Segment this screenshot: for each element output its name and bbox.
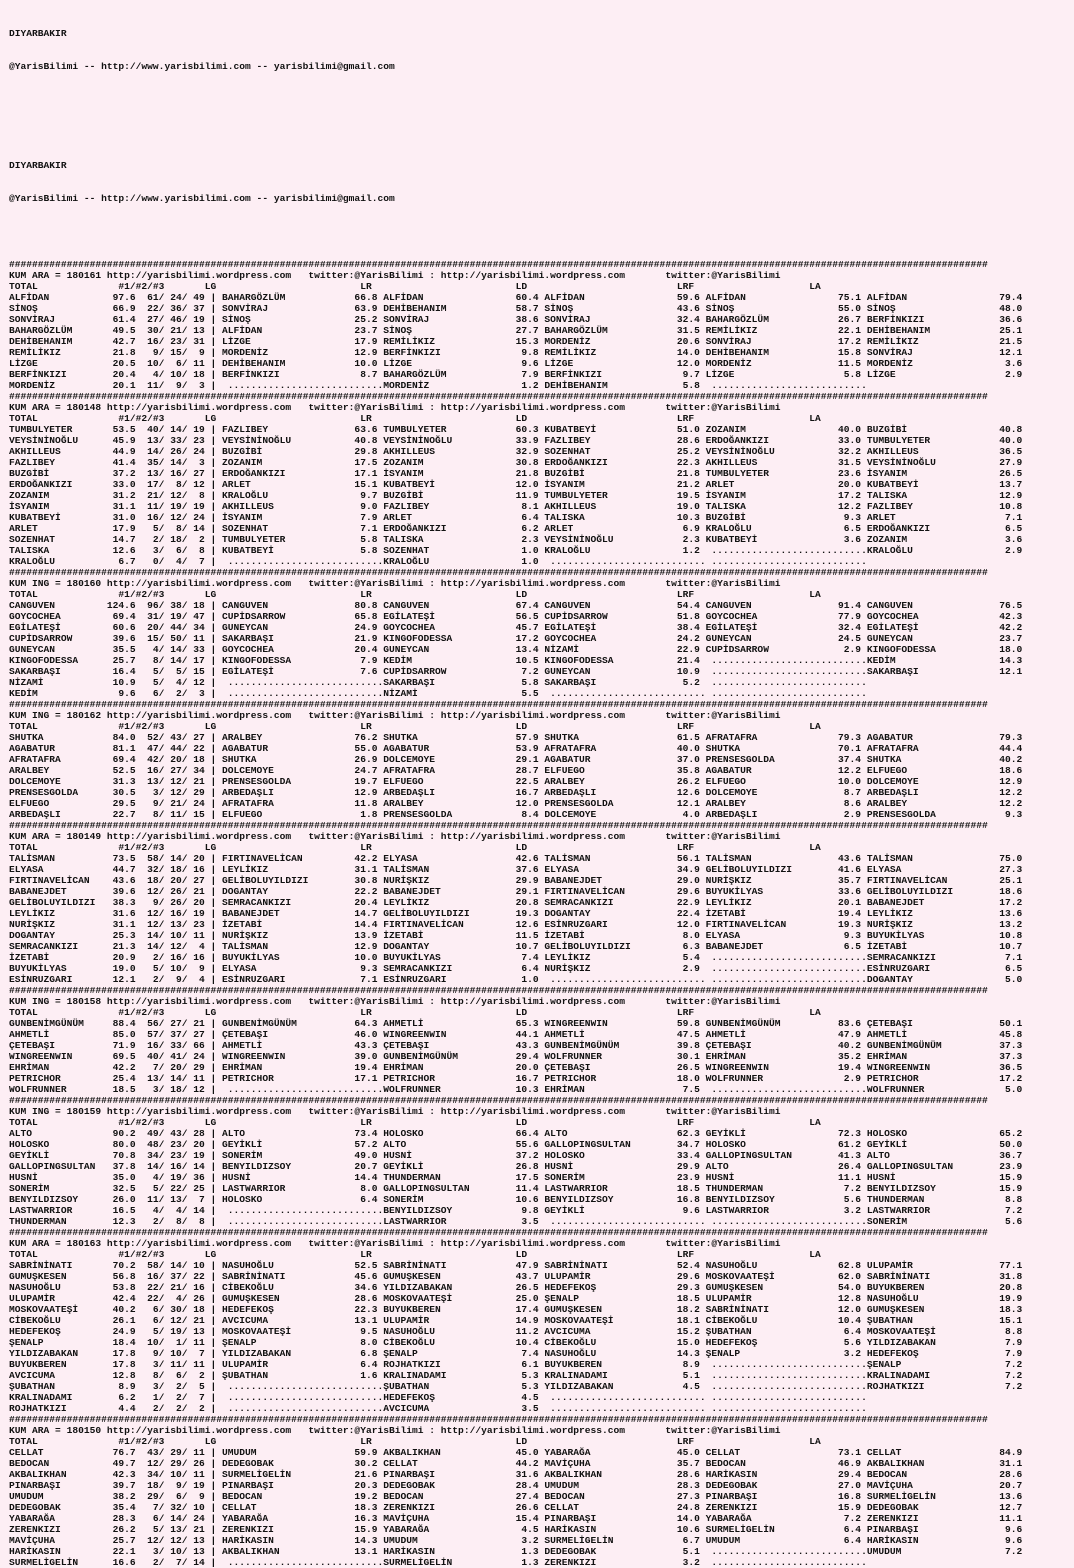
table-row: ÇETEBAŞI 71.9 16/ 33/ 66 | AHMETLİ 43.3 ÇETEBAŞI 43.3 GUNBENİMGÜNÜM 39.8 ÇETEBAŞI 40.2 GUNBENİMGÜNÜM 37.3 [9, 1040, 1023, 1051]
table-row: TALISKA 12.6 3/ 6/ 8 | KUBATBEYİ 5.8 SOZENHAT 1.0 KRALOĞLU 1.2 ...........................KRALOĞLU 2.9 [9, 545, 1023, 556]
column-header: TOTAL #1/#2/#3 LG LR LD LRF LA [9, 589, 821, 600]
column-header: TOTAL #1/#2/#3 LG LR LD LRF LA [9, 842, 821, 853]
table-row: GALLOPINGSULTAN 37.8 14/ 16/ 14 | BENYILDIZSOY 20.7 GEYİKLİ 26.8 HUSNİ 29.9 ALTO 26.4 GALLOPINGSULTAN 23.9 [9, 1161, 1023, 1172]
table-row: DOGANTAY 25.3 14/ 10/ 11 | NURİŞKIZ 13.9 İZETABİ 11.5 İZETABİ 8.0 ELYASA 9.3 BUYUKİLYAS 10.8 [9, 930, 1023, 941]
table-row: ELYASA 44.7 32/ 18/ 16 | LEYLİKIZ 31.1 TALİSMAN 37.6 ELYASA 34.9 GELİBOLUYILDIZI 41.6 ELYASA 27.3 [9, 864, 1023, 875]
table-row: EHRİMAN 42.2 7/ 20/ 29 | EHRİMAN 19.4 EHRİMAN 20.0 ÇETEBAŞI 26.5 WINGREENWIN 19.4 WINGREENWIN 36.5 [9, 1062, 1023, 1073]
table-row: GELİBOLUYILDIZI 38.3 9/ 26/ 20 | SEMRACANKIZI 20.4 LEYLİKIZ 20.8 SEMRACANKIZI 22.9 LEYLİKIZ 20.1 BABANEJDET 17.2 [9, 897, 1023, 908]
table-row: BUYUKBEREN 17.8 3/ 11/ 11 | ULUPAMİR 6.4 ROJHATKIZI 6.1 BUYUKBEREN 8.9 ...........................ŞENALP 7.2 [9, 1359, 1023, 1370]
column-header: TOTAL #1/#2/#3 LG LR LD LRF LA [9, 413, 821, 424]
table-row: ARBEDAŞLI 22.7 8/ 11/ 15 | ELFUEGO 1.8 PRENSESGOLDA 8.4 DOLCEMOYE 4.0 ARBEDAŞLI 2.9 PRENSESGOLDA 9.3 [9, 809, 1023, 820]
separator-line: ########################################################################################################################################################################## [9, 391, 988, 402]
table-row: ELFUEGO 29.5 9/ 21/ 24 | AFRATAFRA 11.8 ARALBEY 12.0 PRENSESGOLDA 12.1 ARALBEY 8.6 ARALBEY 12.2 [9, 798, 1023, 809]
separator-line: ########################################################################################################################################################################## [9, 699, 988, 710]
table-row: ZERENKIZI 26.2 5/ 13/ 21 | ZERENKIZI 15.9 YABARAĞA 4.5 HARİKASIN 10.6 SURMELİGELİN 6.4 PINARBAŞI 9.6 [9, 1524, 1023, 1535]
column-header: TOTAL #1/#2/#3 LG LR LD LRF LA [9, 1007, 821, 1018]
table-row: ALFİDAN 97.6 61/ 24/ 49 | BAHARGÖZLÜM 66.8 ALFİDAN 60.4 ALFİDAN 59.6 ALFİDAN 75.1 ALFİDAN 79.4 [9, 292, 1023, 303]
table-row: GUMUŞKESEN 56.8 16/ 37/ 22 | SABRİNİNATI 45.6 GUMUŞKESEN 43.7 ULUPAMİR 29.6 MOSKOVAATEŞİ 62.0 SABRİNİNATI 31.8 [9, 1271, 1023, 1282]
table-row: WOLFRUNNER 18.5 3/ 18/ 12 | ...........................WOLFRUNNER 10.3 EHRİMAN 7.5 ...........................WOLFRUNNER 5.0 [9, 1084, 1023, 1095]
table-row: AVCICUMA 12.8 8/ 6/ 2 | ŞUBATHAN 1.6 KRALINADAMI 5.3 KRALINADAMI 5.1 ...........................KRALINADAMI 7.2 [9, 1370, 1023, 1381]
table-row: UMUDUM 38.2 29/ 6/ 9 | BEDOCAN 19.2 BEDOCAN 27.4 BEDOCAN 27.3 PINARBAŞI 16.8 SURMELİGELİN 13.6 [9, 1491, 1023, 1502]
table-row: SAKARBAŞI 16.4 5/ 5/ 15 | EGİLATEŞİ 7.6 CUPİDSARROW 7.2 GUNEYCAN 10.9 ...........................SAKARBAŞI 12.1 [9, 666, 1023, 677]
race-header: KUM ARA = 180161 http://yarisbilimi.wordpress.com twitter:@YarisBilimi : http://yarisbilimi.wordpress.com twitter:@YarisBilimi [9, 270, 781, 281]
table-row: DEHİBEHANIM 42.7 16/ 23/ 31 | LİZGE 17.9 REMİLİKIZ 15.3 MORDENİZ 20.6 SONVİRAJ 17.2 REMİLİKIZ 21.5 [9, 336, 1023, 347]
header-title-repeat: DIYARBAKIR [9, 160, 67, 171]
table-row: GOYCOCHEA 69.4 31/ 19/ 47 | CUPİDSARROW 65.8 EGİLATEŞİ 56.5 CUPİDSARROW 51.8 GOYCOCHEA 77.9 GOYCOCHEA 42.3 [9, 611, 1023, 622]
table-row: KUBATBEYİ 31.0 16/ 12/ 24 | İSYANIM 7.9 ARLET 6.4 TALISKA 10.3 BUZGİBİ 9.3 ARLET 7.1 [9, 512, 1023, 523]
table-row: VEYSİNİNOĞLU 45.9 13/ 33/ 23 | VEYSİNİNOĞLU 40.8 VEYSİNİNOĞLU 33.9 FAZLIBEY 28.6 ERDOĞANKIZI 33.0 TUMBULYETER 40.0 [9, 435, 1023, 446]
table-row: LİZGE 20.5 10/ 6/ 11 | DEHİBEHANIM 10.0 LİZGE 9.6 LİZGE 12.0 MORDENİZ 11.5 MORDENİZ 3.6 [9, 358, 1023, 369]
table-row: HARİKASIN 22.1 3/ 10/ 13 | AKBALIKHAN 13.1 HARİKASIN 1.3 DEDEGOBAK 5.1 ...........................UMUDUM 7.2 [9, 1546, 1023, 1557]
table-row: BUZGİBİ 37.2 13/ 16/ 27 | ERDOĞANKIZI 17.1 İSYANIM 21.8 BUZGİBİ 21.8 TUMBULYETER 23.6 İSYANIM 26.5 [9, 468, 1023, 479]
table-row: BERFİNKIZI 20.4 4/ 10/ 18 | BERFİNKIZI 8.7 BAHARGÖZLÜM 7.9 BERFİNKIZI 9.7 LİZGE 5.8 LİZGE 2.9 [9, 369, 1023, 380]
table-row: CELLAT 76.7 43/ 29/ 11 | UMUDUM 59.9 AKBALIKHAN 45.0 YABARAĞA 45.0 CELLAT 73.1 CELLAT 84.9 [9, 1447, 1023, 1458]
separator-line: ########################################################################################################################################################################## [9, 985, 988, 996]
table-row: DOLCEMOYE 31.3 13/ 12/ 21 | PRENSESGOLDA 19.7 ELFUEGO 22.5 ARALBEY 26.2 ELFUEGO 10.0 DOLCEMOYE 12.9 [9, 776, 1023, 787]
race-header: KUM ING = 180158 http://yarisbilimi.wordpress.com twitter:@YarisBilimi : http://yarisbilimi.wordpress.com twitter:@YarisBilimi [9, 996, 781, 1007]
table-row: HEDEFEKOŞ 24.9 5/ 19/ 13 | MOSKOVAATEŞİ 9.5 NASUHOĞLU 11.2 AVCICUMA 15.2 ŞUBATHAN 6.4 MOSKOVAATEŞİ 8.8 [9, 1326, 1023, 1337]
table-row: KRALINADAMI 6.2 1/ 2/ 7 | ...........................HEDEFEKOŞ 4.5 ........................... ........................... [9, 1392, 867, 1403]
table-row: PINARBAŞI 39.7 18/ 9/ 19 | PINARBAŞI 20.3 DEDEGOBAK 28.4 UMUDUM 28.3 DEDEGOBAK 27.0 MAVİÇUHA 20.7 [9, 1480, 1023, 1491]
header-contact-repeat: @YarisBilimi -- http://www.yarisbilimi.com -- yarisbilimi@gmail.com [9, 193, 395, 204]
table-row: NASUHOĞLU 53.8 22/ 21/ 16 | CİBEKOĞLU 34.6 YILDIZABAKAN 26.5 HEDEFEKOŞ 29.3 GUMUŞKESEN 54.0 BUYUKBEREN 20.8 [9, 1282, 1023, 1293]
table-row: İSYANIM 31.1 11/ 19/ 19 | AKHILLEUS 9.0 FAZLIBEY 8.1 AKHILLEUS 19.0 TALISKA 12.2 FAZLIBEY 10.8 [9, 501, 1023, 512]
separator-line: ########################################################################################################################################################################## [9, 567, 988, 578]
table-row: REMİLİKIZ 21.8 9/ 15/ 9 | MORDENİZ 12.9 BERFİNKIZI 9.8 REMİLİKIZ 14.0 DEHİBEHANIM 15.8 SONVİRAJ 12.1 [9, 347, 1023, 358]
table-row: SONVİRAJ 61.4 27/ 46/ 19 | SİNOŞ 25.2 SONVİRAJ 38.6 SONVİRAJ 32.4 BAHARGÖZLÜM 26.7 BERFİNKIZI 36.6 [9, 314, 1023, 325]
table-row: CUPİDSARROW 39.6 15/ 50/ 11 | SAKARBAŞI 21.9 KINGOFODESSA 17.2 GOYCOCHEA 24.2 GUNEYCAN 24.5 GUNEYCAN 23.7 [9, 633, 1023, 644]
race-header: KUM ING = 180162 http://yarisbilimi.wordpress.com twitter:@YarisBilimi : http://yarisbilimi.wordpress.com twitter:@YarisBilimi [9, 710, 781, 721]
table-row: PRENSESGOLDA 30.5 3/ 12/ 29 | ARBEDAŞLI 12.9 ARBEDAŞLI 16.7 ARBEDAŞLI 12.6 DOLCEMOYE 8.7 ARBEDAŞLI 12.2 [9, 787, 1023, 798]
column-header: TOTAL #1/#2/#3 LG LR LD LRF LA [9, 1117, 821, 1128]
table-row: YABARAĞA 28.3 6/ 14/ 24 | YABARAĞA 16.3 MAVİÇUHA 15.4 PINARBAŞI 14.0 YABARAĞA 7.2 ZERENKIZI 11.1 [9, 1513, 1023, 1524]
table-row: BENYILDIZSOY 26.0 11/ 13/ 7 | HOLOSKO 6.4 SONERİM 10.6 BENYILDIZSOY 16.8 BENYILDIZSOY 5.6 THUNDERMAN 8.8 [9, 1194, 1023, 1205]
race-header: KUM ARA = 180148 http://yarisbilimi.wordpress.com twitter:@YarisBilimi : http://yarisbilimi.wordpress.com twitter:@YarisBilimi [9, 402, 781, 413]
table-row: YILDIZABAKAN 17.8 9/ 10/ 7 | YILDIZABAKAN 6.8 ŞENALP 7.4 NASUHOĞLU 14.3 ŞENALP 3.2 HEDEFEKOŞ 7.9 [9, 1348, 1023, 1359]
separator-line: ########################################################################################################################################################################## [9, 1095, 988, 1106]
table-row: LEYLİKIZ 31.6 12/ 16/ 19 | BABANEJDET 14.7 GELİBOLUYILDIZI 19.3 DOGANTAY 22.4 İZETABİ 19.4 LEYLİKIZ 13.6 [9, 908, 1023, 919]
table-row: WINGREENWIN 69.5 40/ 41/ 24 | WINGREENWIN 39.0 GUNBENİMGÜNÜM 29.4 WOLFRUNNER 30.1 EHRİMAN 35.2 EHRİMAN 37.3 [9, 1051, 1023, 1062]
table-row: ROJHATKIZI 4.4 2/ 2/ 2 | ...........................AVCICUMA 3.5 ........................... ........................... [9, 1403, 867, 1414]
table-row: İZETABİ 20.9 2/ 16/ 16 | BUYUKİLYAS 10.0 BUYUKİLYAS 7.4 LEYLİKIZ 5.4 ...........................SEMRACANKIZI 7.1 [9, 952, 1023, 963]
table-row: SHUTKA 84.0 52/ 43/ 27 | ARALBEY 76.2 SHUTKA 57.9 SHUTKA 61.5 AFRATAFRA 79.3 AGABATUR 79.3 [9, 732, 1023, 743]
table-row: ALTO 90.2 49/ 43/ 28 | ALTO 73.4 HOLOSKO 66.4 ALTO 62.3 GEYİKLİ 72.3 HOLOSKO 65.2 [9, 1128, 1023, 1139]
table-row: ARALBEY 52.5 16/ 27/ 34 | DOLCEMOYE 24.7 AFRATAFRA 28.7 ELFUEGO 35.8 AGABATUR 12.2 ELFUEGO 18.6 [9, 765, 1023, 776]
table-row: PETRICHOR 25.4 13/ 14/ 11 | PETRICHOR 17.1 PETRICHOR 16.7 PETRICHOR 18.0 WOLFRUNNER 2.9 PETRICHOR 17.2 [9, 1073, 1023, 1084]
table-row: SOZENHAT 14.7 2/ 18/ 2 | TUMBULYETER 5.8 TALISKA 2.3 VEYSİNİNOĞLU 2.3 KUBATBEYİ 3.6 ZOZANIM 3.6 [9, 534, 1023, 545]
table-row: GUNBENİMGÜNÜM 88.4 56/ 27/ 21 | GUNBENİMGÜNÜM 64.3 AHMETLİ 65.3 WINGREENWIN 59.8 GUNBENİMGÜNÜM 83.6 ÇETEBAŞI 50.1 [9, 1018, 1023, 1029]
race-header: KUM ARA = 180149 http://yarisbilimi.wordpress.com twitter:@YarisBilimi : http://yarisbilimi.wordpress.com twitter:@YarisBilimi [9, 831, 781, 842]
header-contact: @YarisBilimi -- http://www.yarisbilimi.com -- yarisbilimi@gmail.com [9, 61, 395, 72]
table-row: BEDOCAN 49.7 12/ 29/ 26 | DEDEGOBAK 30.2 CELLAT 44.2 MAVİÇUHA 35.7 BEDOCAN 46.9 AKBALIKHAN 31.1 [9, 1458, 1023, 1469]
table-row: SONERİM 32.5 5/ 22/ 25 | LASTWARRIOR 8.0 GALLOPINGSULTAN 11.4 LASTWARRIOR 18.5 THUNDERMAN 7.2 BENYILDIZSOY 15.9 [9, 1183, 1023, 1194]
table-row: CANGUVEN 124.6 96/ 38/ 18 | CANGUVEN 80.8 CANGUVEN 67.4 CANGUVEN 54.4 CANGUVEN 91.4 CANGUVEN 76.5 [9, 600, 1023, 611]
table-row: AKHILLEUS 44.9 14/ 26/ 24 | BUZGİBİ 29.8 AKHILLEUS 32.9 SOZENHAT 25.2 VEYSİNİNOĞLU 32.2 AKHILLEUS 36.5 [9, 446, 1023, 457]
table-row: SEMRACANKIZI 21.3 14/ 12/ 4 | TALİSMAN 12.9 DOGANTAY 10.7 GELİBOLUYILDIZI 6.3 BABANEJDET 6.5 İZETABİ 10.7 [9, 941, 1023, 952]
table-row: AHMETLİ 85.0 57/ 37/ 27 | ÇETEBAŞI 46.0 WINGREENWIN 44.1 AHMETLİ 47.5 AHMETLİ 47.9 AHMETLİ 45.8 [9, 1029, 1023, 1040]
table-row: AGABATUR 81.1 47/ 44/ 22 | AGABATUR 55.0 AGABATUR 53.9 AFRATAFRA 40.0 SHUTKA 70.1 AFRATAFRA 44.4 [9, 743, 1023, 754]
table-row: ULUPAMİR 42.4 22/ 4/ 26 | GUMUŞKESEN 28.6 MOSKOVAATEŞİ 25.0 ŞENALP 18.5 ULUPAMİR 12.8 NASUHOĞLU 19.9 [9, 1293, 1023, 1304]
column-header: TOTAL #1/#2/#3 LG LR LD LRF LA [9, 1249, 821, 1260]
table-row: BUYUKİLYAS 19.0 5/ 10/ 9 | ELYASA 9.3 SEMRACANKIZI 6.4 NURİŞKIZ 2.9 ...........................ESİNRUZGARI 6.5 [9, 963, 1023, 974]
table-row: AFRATAFRA 69.4 42/ 20/ 18 | SHUTKA 26.9 DOLCEMOYE 29.1 AGABATUR 37.0 PRENSESGOLDA 37.4 SHUTKA 40.2 [9, 754, 1023, 765]
race-header: KUM ING = 180160 http://yarisbilimi.wordpress.com twitter:@YarisBilimi : http://yarisbilimi.wordpress.com twitter:@YarisBilimi [9, 578, 781, 589]
table-row: FAZLIBEY 41.4 35/ 14/ 3 | ZOZANIM 17.5 ZOZANIM 30.8 ERDOĞANKIZI 22.3 AKHILLEUS 31.5 VEYSİNİNOĞLU 27.9 [9, 457, 1023, 468]
table-row: ZOZANIM 31.2 21/ 12/ 8 | KRALOĞLU 9.7 BUZGİBİ 11.9 TUMBULYETER 19.5 İSYANIM 17.2 TALISKA 12.9 [9, 490, 1023, 501]
table-row: BAHARGÖZLÜM 49.5 30/ 21/ 13 | ALFİDAN 23.7 SİNOŞ 27.7 BAHARGÖZLÜM 31.5 REMİLİKIZ 22.1 DEHİBEHANIM 25.1 [9, 325, 1023, 336]
table-row: MORDENİZ 20.1 11/ 9/ 3 | ...........................MORDENİZ 1.2 DEHİBEHANIM 5.8 ........................... [9, 380, 867, 391]
table-row: GUNEYCAN 35.5 4/ 14/ 33 | GOYCOCHEA 20.4 GUNEYCAN 13.4 NİZAMİ 22.9 CUPİDSARROW 2.9 KINGOFODESSA 18.0 [9, 644, 1023, 655]
table-row: AKBALIKHAN 42.3 34/ 10/ 11 | SURMELİGELİN 21.6 PINARBAŞI 31.6 AKBALIKHAN 28.6 HARİKASIN 29.4 BEDOCAN 28.6 [9, 1469, 1023, 1480]
table-row: TUMBULYETER 53.5 40/ 14/ 19 | FAZLIBEY 63.6 TUMBULYETER 60.3 KUBATBEYİ 51.0 ZOZANIM 40.0 BUZGİBİ 40.8 [9, 424, 1023, 435]
table-row: NİZAMİ 10.9 5/ 4/ 12 | ...........................SAKARBAŞI 5.8 SAKARBAŞI 5.2 ........................... [9, 677, 867, 688]
table-row: SİNOŞ 66.9 22/ 36/ 37 | SONVİRAJ 63.9 DEHİBEHANIM 58.7 SİNOŞ 43.6 SİNOŞ 55.0 SİNOŞ 48.0 [9, 303, 1023, 314]
blank-line [9, 127, 1074, 138]
table-row: FIRTINAVELİCAN 43.6 18/ 20/ 27 | GELİBOLUYILDIZI 30.8 NURİŞKIZ 29.9 BABANEJDET 29.0 NURİŞKIZ 35.7 FIRTINAVELİCAN 25.1 [9, 875, 1023, 886]
separator-line: ########################################################################################################################################################################## [9, 1227, 988, 1238]
table-row: MAVİÇUHA 25.7 12/ 12/ 13 | HARİKASIN 14.3 UMUDUM 3.2 SURMELİGELİN 6.7 UMUDUM 6.4 HARİKASIN 9.6 [9, 1535, 1023, 1546]
header-title: DIYARBAKIR [9, 28, 67, 39]
separator-line: ########################################################################################################################################################################## [9, 259, 988, 270]
table-row: ARLET 17.9 5/ 8/ 14 | SOZENHAT 7.1 ERDOĞANKIZI 6.2 ARLET 6.9 KRALOĞLU 6.5 ERDOĞANKIZI 6.5 [9, 523, 1023, 534]
table-row: ESİNRUZGARI 12.1 2/ 9/ 4 | ESİNRUZGARI 7.1 ESİNRUZGARI 1.0 ........................... ...........................DOGANTAY 5.0 [9, 974, 1023, 985]
table-row: SURMELİGELİN 16.6 2/ 7/ 14 | ...........................SURMELİGELİN 1.3 ZERENKIZI 3.2 ........................... [9, 1557, 867, 1568]
table-row: NURİŞKIZ 31.1 12/ 13/ 23 | İZETABİ 14.4 FIRTINAVELİCAN 12.6 ESİNRUZGARI 12.0 FIRTINAVELİCAN 19.3 NURİŞKIZ 13.2 [9, 919, 1023, 930]
table-row: HOLOSKO 80.0 48/ 23/ 20 | GEYİKLİ 57.2 ALTO 55.6 GALLOPINGSULTAN 34.7 HOLOSKO 61.2 GEYİKLİ 50.0 [9, 1139, 1023, 1150]
table-row: MOSKOVAATEŞİ 40.2 6/ 30/ 18 | HEDEFEKOŞ 22.3 BUYUKBEREN 17.4 GUMUŞKESEN 18.2 SABRİNİNATI 12.0 GUMUŞKESEN 18.3 [9, 1304, 1023, 1315]
blank-line [9, 226, 1074, 237]
table-row: BABANEJDET 39.6 12/ 26/ 21 | DOGANTAY 22.2 BABANEJDET 29.1 FIRTINAVELİCAN 29.6 BUYUKİLYAS 33.6 GELİBOLUYILDIZI 18.6 [9, 886, 1023, 897]
race-tables [9, 259, 1074, 1568]
table-row: TALİSMAN 73.5 58/ 14/ 20 | FIRTINAVELİCAN 42.2 ELYASA 42.6 TALİSMAN 56.1 TALİSMAN 43.6 TALİSMAN 75.0 [9, 853, 1023, 864]
table-row: GEYİKLİ 70.8 34/ 23/ 19 | SONERİM 49.0 HUSNİ 37.2 HOLOSKO 33.4 GALLOPINGSULTAN 41.3 ALTO 36.7 [9, 1150, 1023, 1161]
table-row: THUNDERMAN 12.3 2/ 8/ 8 | ...........................LASTWARRIOR 3.5 ........................... ...........................SONERİM 5.6 [9, 1216, 1023, 1227]
table-row: KRALOĞLU 6.7 0/ 4/ 7 | ...........................KRALOĞLU 1.0 ........................... ........................... [9, 556, 867, 567]
table-row: KEDİM 9.6 6/ 2/ 3 | ...........................NİZAMİ 5.5 ........................... ........................... [9, 688, 867, 699]
table-row: DEDEGOBAK 35.4 7/ 32/ 10 | CELLAT 18.3 ZERENKIZI 26.6 CELLAT 24.8 ZERENKIZI 15.9 DEDEGOBAK 12.7 [9, 1502, 1023, 1513]
table-row: ERDOĞANKIZI 33.0 17/ 8/ 12 | ARLET 15.1 KUBATBEYİ 12.0 İSYANIM 21.2 ARLET 20.0 KUBATBEYİ 13.7 [9, 479, 1023, 490]
separator-line: ########################################################################################################################################################################## [9, 1414, 988, 1425]
table-row: ŞENALP 18.4 10/ 1/ 11 | ŞENALP 8.0 CİBEKOĞLU 10.4 CİBEKOĞLU 15.0 HEDEFEKOŞ 5.6 YILDIZABAKAN 7.9 [9, 1337, 1023, 1348]
table-row: SABRİNİNATI 70.2 58/ 14/ 10 | NASUHOĞLU 52.5 SABRİNİNATI 47.9 SABRİNİNATI 52.4 NASUHOĞLU 62.8 ULUPAMİR 77.1 [9, 1260, 1023, 1271]
column-header: TOTAL #1/#2/#3 LG LR LD LRF LA [9, 721, 821, 732]
table-row: HUSNİ 35.0 4/ 19/ 36 | HUSNİ 14.4 THUNDERMAN 17.5 SONERİM 23.9 HUSNİ 11.1 HUSNİ 15.9 [9, 1172, 1023, 1183]
table-row: ŞUBATHAN 8.9 3/ 2/ 5 | ...........................ŞUBATHAN 5.3 YILDIZABAKAN 4.5 ...........................ROJHATKIZI 7.2 [9, 1381, 1023, 1392]
separator-line: ########################################################################################################################################################################## [9, 820, 988, 831]
race-header: KUM ING = 180159 http://yarisbilimi.wordpress.com twitter:@YarisBilimi : http://yarisbilimi.wordpress.com twitter:@YarisBilimi [9, 1106, 781, 1117]
table-row: CİBEKOĞLU 26.1 6/ 12/ 21 | AVCICUMA 13.1 ULUPAMİR 14.9 MOSKOVAATEŞİ 18.1 CİBEKOĞLU 10.4 ŞUBATHAN 15.1 [9, 1315, 1023, 1326]
race-header: KUM ARA = 180150 http://yarisbilimi.wordpress.com twitter:@YarisBilimi : http://yarisbilimi.wordpress.com twitter:@YarisBilimi [9, 1425, 781, 1436]
blank-line [9, 94, 1074, 105]
column-header: TOTAL #1/#2/#3 LG LR LD LRF LA [9, 1436, 821, 1447]
table-row: LASTWARRIOR 16.5 4/ 4/ 14 | ...........................BENYILDIZSOY 9.8 GEYİKLİ 9.6 LASTWARRIOR 3.2 LASTWARRIOR 7.2 [9, 1205, 1023, 1216]
column-header: TOTAL #1/#2/#3 LG LR LD LRF LA [9, 281, 821, 292]
table-row: KINGOFODESSA 25.7 8/ 14/ 17 | KINGOFODESSA 7.9 KEDİM 10.5 KINGOFODESSA 21.4 ...........................KEDİM 14.3 [9, 655, 1023, 666]
table-row: EGİLATEŞİ 60.6 20/ 44/ 34 | GUNEYCAN 24.9 GOYCOCHEA 45.7 EGİLATEŞİ 38.4 EGİLATEŞİ 32.4 EGİLATEŞİ 42.2 [9, 622, 1023, 633]
race-header: KUM ARA = 180163 http://yarisbilimi.wordpress.com twitter:@YarisBilimi : http://yarisbilimi.wordpress.com twitter:@YarisBilimi [9, 1238, 781, 1249]
